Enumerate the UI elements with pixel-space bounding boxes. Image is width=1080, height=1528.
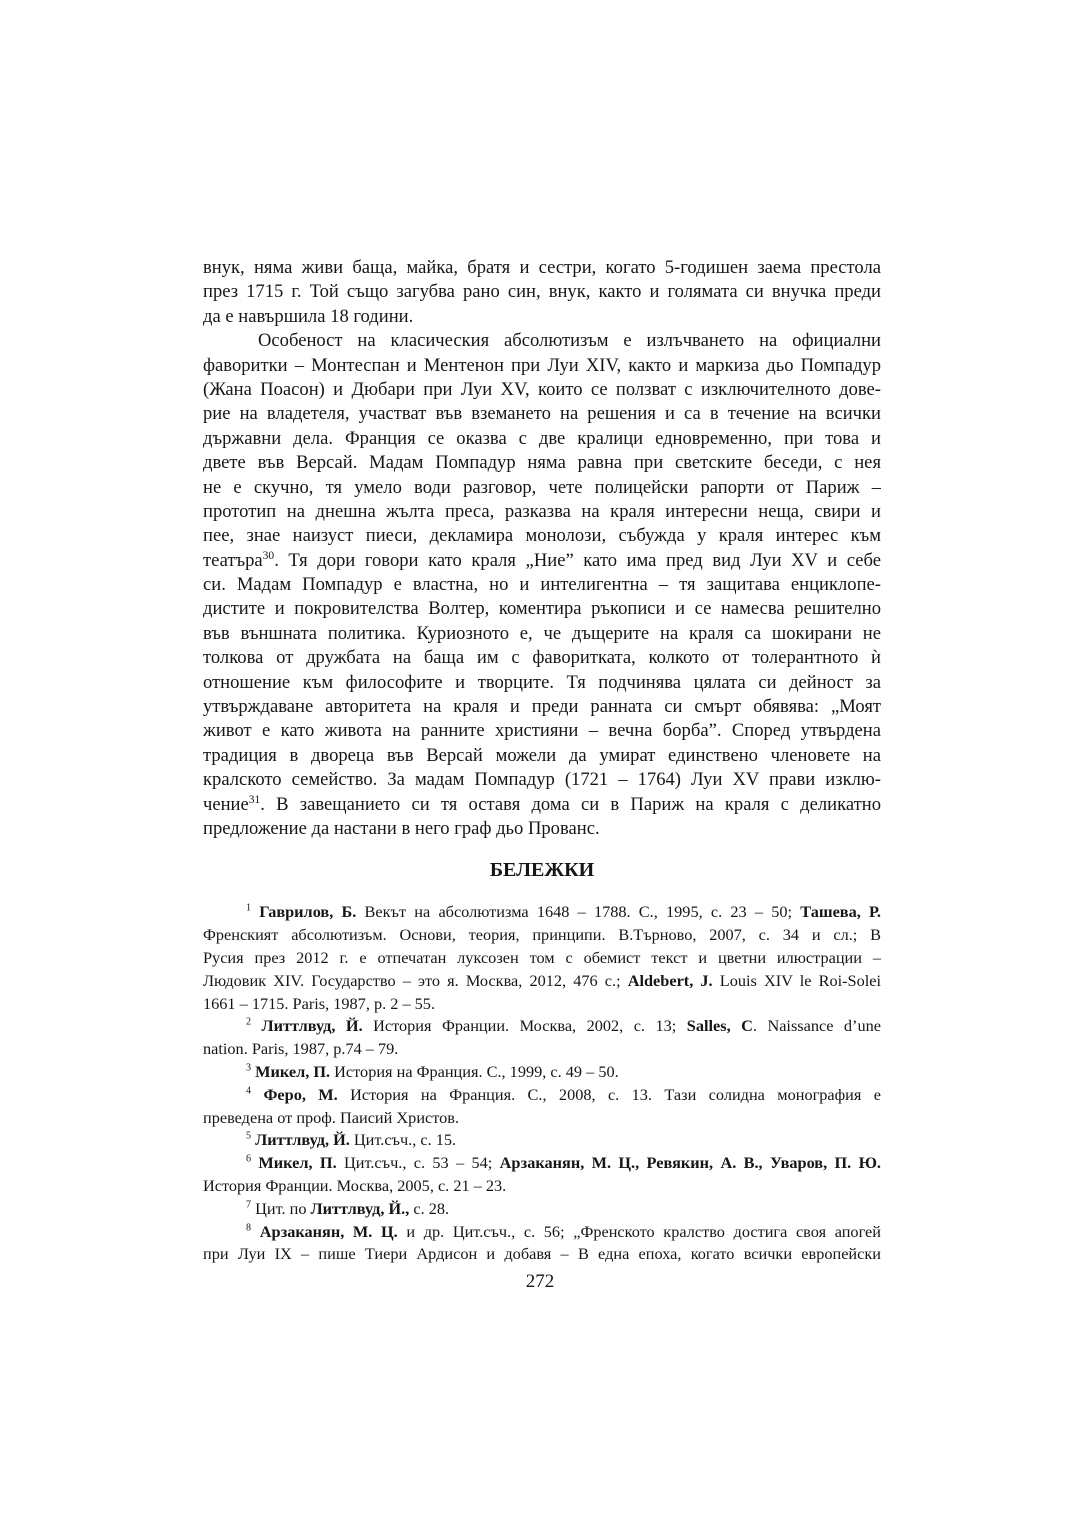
footnote-ref-superscript: 3 [246, 1062, 252, 1074]
text-segment: Арзаканян, М. Ц. [259, 1221, 398, 1241]
text-line [203, 1175, 881, 1198]
text-segment: Векът на абсолютизма 1648 – 1788. С., 1995, с. 23 – 50; [356, 902, 801, 922]
text-line [203, 793, 881, 817]
text-segment: утвърждаване авторитета на краля и преди ранната си смърт обявява: „Моят [203, 696, 881, 718]
footnote [203, 1061, 881, 1084]
text-segment: дистите и покровителства Волтер, коментира ръкописи и се намесва решително [203, 598, 881, 620]
text-line [203, 427, 881, 451]
text-segment: във външната политика. Куриозното е, че дъщерите на краля са шокирани не [203, 622, 881, 644]
text-line [203, 1084, 881, 1107]
text-segment: Aldebert, J. [627, 970, 713, 990]
text-segment: Louis XIV le Roi-Solei [712, 970, 881, 990]
text-line [203, 719, 881, 743]
body-text [203, 256, 881, 841]
text-segment [251, 1016, 261, 1035]
text-segment: Микел, П. [258, 1153, 337, 1173]
text-segment: живот е като живота на ранните християни – вечна борба”. Според утвърдена [203, 720, 881, 742]
text-segment: фаворитки – Монтеспан и Ментенон при Луи XIV, както и маркиза дьо Помпадур [203, 354, 881, 376]
text-segment: . Naissance d’une [752, 1016, 881, 1036]
text-line [203, 329, 881, 353]
text-segment: кралското семейство. За мадам Помпадур (1721 – 1764) Луи XV прави изклю- [203, 769, 881, 791]
footnote [203, 1129, 881, 1152]
notes-heading: БЕЛЕЖКИ [489, 859, 595, 882]
text-line [203, 1015, 881, 1038]
text-line [203, 970, 881, 993]
text-line [203, 622, 881, 646]
text-segment: пее, знае наизуст пиеси, декламира монолози, събужда у краля интерес към [203, 525, 881, 547]
text-segment: през 1715 г. Той също загубва рано син, внук, както и голямата си внучка преди [203, 281, 881, 303]
text-line [203, 1243, 881, 1266]
text-segment: толкова от дружбата на баща им с фаворитката, колкото от толерантното ѝ [203, 647, 881, 669]
text-column [203, 256, 881, 1266]
text-segment [251, 1085, 263, 1104]
footnote [203, 1198, 881, 1221]
text-segment: Salles, C [686, 1016, 753, 1036]
text-segment: Гаврилов, Б. [259, 902, 357, 922]
text-segment: си. Мадам Помпадур е властна, но и интелигентна – тя защитава енциклопе- [203, 574, 881, 596]
text-segment: при Луи IX – пише Тиери Ардисон и добавя – В една епоха, когато всички европейски [203, 1244, 881, 1264]
text-segment: 1661 – 1715. Paris, 1987, p. 2 – 55. [203, 993, 436, 1013]
footnote-ref-superscript: 5 [246, 1130, 252, 1142]
text-line [203, 744, 881, 768]
text-line [203, 646, 881, 670]
text-segment: Микел, П. [255, 1061, 331, 1081]
text-segment: . Тя дори говори като краля „Ние” като има пред вид Луи XV и себе [274, 549, 881, 571]
text-line [203, 768, 881, 792]
text-line [203, 1221, 881, 1244]
text-segment: Литтлвуд, Й. [255, 1130, 350, 1150]
text-segment: рие на владетеля, участват във вземането на решения и са в течение на всички [203, 403, 881, 425]
notes-list [203, 901, 881, 1266]
text-line [203, 901, 881, 924]
text-line [203, 597, 881, 621]
text-segment: Ташева, Р. [800, 902, 881, 922]
footnote [203, 1152, 881, 1198]
page-number: 272 [525, 1271, 555, 1292]
footnote [203, 1015, 881, 1061]
text-line [203, 500, 881, 524]
text-segment: История на Франция. С., 1999, с. 49 – 50. [330, 1061, 619, 1081]
text-segment: и др. Цит.съч., с. 56; „Френското кралство достига своя апогей [397, 1221, 881, 1241]
text-line [203, 1198, 881, 1221]
footnote-ref-superscript: 1 [246, 902, 252, 914]
text-segment: предложение да настани в него граф дьо Прованс. [203, 817, 600, 839]
text-segment: преведена от проф. Паисий Христов. [203, 1107, 460, 1127]
text-line [203, 549, 881, 573]
footnote-ref-superscript: 8 [246, 1222, 252, 1234]
footnote [203, 1221, 881, 1267]
text-segment: Русия през 2012 г. е отпечатан луксозен том с обемист текст и цветни илюстрации – [203, 947, 881, 967]
text-line [203, 695, 881, 719]
text-line [203, 378, 881, 402]
text-segment: nation. Paris, 1987, p.74 – 79. [203, 1039, 399, 1059]
text-line [203, 524, 881, 548]
text-segment: Феро, М. [263, 1084, 338, 1104]
text-segment: Особеност на класическия абсолютизъм е излъчването на официални [258, 330, 881, 352]
text-segment: да е навършила 18 години. [203, 305, 414, 327]
text-segment: не е скучно, тя умело води разговор, чете полицейски рапорти от Париж – [203, 476, 881, 498]
text-segment: чение [203, 793, 249, 815]
footnote-ref-superscript: 2 [246, 1016, 252, 1028]
text-line [203, 305, 881, 329]
text-line [203, 256, 881, 280]
text-segment: с. 28. [409, 1198, 450, 1218]
footnote [203, 901, 881, 1015]
text-line [203, 947, 881, 970]
text-line [203, 1152, 881, 1175]
footnote-ref-superscript: 30 [262, 549, 275, 562]
text-line [203, 354, 881, 378]
text-segment: Цит. по [251, 1198, 311, 1218]
text-segment: внук, няма живи баща, майка, братя и сестри, когато 5-годишен заема престола [203, 257, 881, 278]
text-segment: прототип на днешна жълта преса, разказва на краля интересни неща, свири и [203, 500, 881, 522]
text-segment [251, 1222, 260, 1241]
text-segment: Цит.съч., с. 53 – 54; [336, 1153, 500, 1173]
text-segment: Арзаканян, М. Ц., Ревякин, А. В., Уваров, П. Ю. [499, 1153, 881, 1173]
text-line [203, 1038, 881, 1061]
text-segment: двете във Версай. Мадам Помпадур няма равна при светските беседи, с нея [203, 452, 881, 474]
text-segment: (Жана Поасон) и Дюбари при Луи XV, които се ползват с изключителното дове- [203, 378, 881, 400]
footnote [203, 1084, 881, 1130]
text-line [203, 671, 881, 695]
text-line [203, 817, 881, 841]
text-segment: Френският абсолютизъм. Основи, теория, принципи. В.Търново, 2007, с. 34 и сл.; В [203, 925, 881, 945]
text-segment: Людовик XIV. Государство – это я. Москва, 2012, 476 с.; [203, 970, 628, 990]
text-segment: театъра [203, 549, 263, 571]
text-line [203, 1107, 881, 1130]
footnote-ref-superscript: 6 [246, 1153, 252, 1165]
text-segment: Литтлвуд, Й., [310, 1198, 410, 1218]
text-segment: традиция в двореца във Версай можели да умират единствено членовете на [203, 744, 881, 766]
text-line [203, 402, 881, 426]
paragraph [203, 256, 881, 329]
text-segment: История Франции. Москва, 2005, с. 21 – 23. [203, 1175, 507, 1195]
text-segment: История на Франция. С., 2008, с. 13. Тази солидна монография е [337, 1084, 881, 1104]
text-segment: Литтлвуд, Й. [261, 1016, 363, 1036]
text-segment: Цит.съч., с. 15. [349, 1130, 457, 1150]
text-segment: . В завещанието си тя оставя дома си в Париж на краля с деликатно [260, 793, 881, 815]
text-line [203, 1129, 881, 1152]
text-line [203, 476, 881, 500]
text-line [203, 924, 881, 947]
text-line [203, 573, 881, 597]
text-segment: История Франции. Москва, 2002, с. 13; [362, 1016, 687, 1036]
text-line [203, 451, 881, 475]
text-line [203, 1061, 881, 1084]
text-line [203, 280, 881, 304]
footnote-ref-superscript: 4 [246, 1085, 252, 1097]
text-segment: отношение към философите и творците. Тя подчинява цялата си дейност за [203, 671, 881, 693]
footnote-ref-superscript: 31 [248, 793, 261, 806]
text-line [203, 993, 881, 1016]
paragraph [203, 329, 881, 841]
text-segment: държавни дела. Франция се оказва с две кралици едновременно, при това и [203, 427, 881, 449]
footnote-ref-superscript: 7 [246, 1199, 252, 1211]
